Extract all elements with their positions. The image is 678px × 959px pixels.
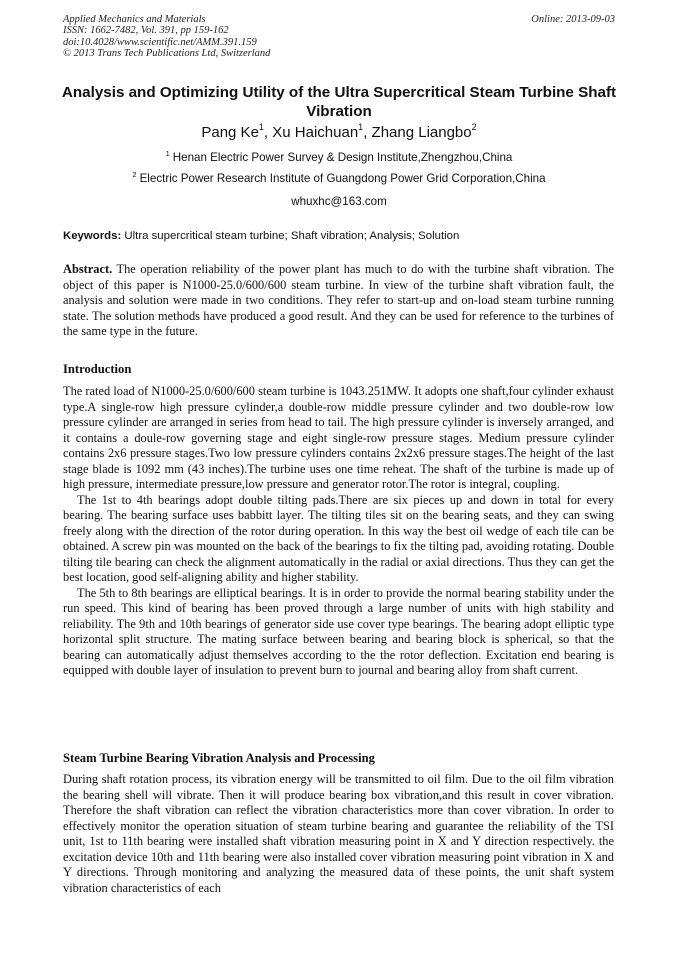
journal-name: Applied Mechanics and Materials — [63, 14, 206, 25]
journal-header — [63, 14, 270, 60]
paragraph: The 1st to 4th bearings adopt double tilting pads.There are six pieces up and down in total for every bearing. The bearing surface uses babbitt layer. The tilting tiles sit on the bearing seats, and they can swing freely along with the direction of the rotor during operation. In this way the best oil wedge of each tile can be obtained. A screw pin was mounted on the back of the bearings to fix the tilting pad, avoiding rotating. Double tilting tile bearing can check the alignment automatically in the radial or axial directions. Thus they can get the best location, good self-aligning ability and higher stability. — [63, 492, 614, 584]
author-name: Zhang Liangbo — [371, 124, 472, 141]
author-name: Xu Haichuan — [272, 124, 359, 141]
paper-title: Analysis and Optimizing Utility of the Ultra Supercritical Steam Turbine Shaft Vibration — [61, 84, 617, 120]
affiliation-1 — [0, 151, 678, 165]
vibration-analysis-body — [63, 772, 614, 896]
keywords-label: Keywords: — [63, 230, 122, 242]
affiliation-text: Henan Electric Power Survey & Design Institute,Zhengzhou,China — [172, 151, 513, 164]
copyright-line: © 2013 Trans Tech Publications Ltd, Switzerland — [63, 48, 271, 60]
abstract — [63, 262, 614, 340]
affiliation-2 — [0, 172, 678, 186]
paragraph: The 5th to 8th bearings are elliptical bearings. It is in order to provide the normal bearing stability under the run speed. This kind of bearing has been proved through a large number of units with high stability and reliability. The 9th and 10th bearings of generator side use cover type bearings. The bearing adopt elliptic type horizontal split structure. The mating surface between bearing and bearing block is spherical, so that the bearing can automatically adjust themselves according to the the rotor deflection. Excitation end bearing is equipped with double layer of insulation to prevent burn to journal and bearing alloy from shaft current. — [63, 585, 614, 677]
paragraph: During shaft rotation process, its vibration energy will be transmitted to oil film. Due to the oil film vibration the bearing shell will vibrate. Then it will produce bearing box vibration,and this result in cover vibration. Therefore the shaft vibration can reflect the vibration characteristics more than cover vibration. In order to effectively monitor the operation situation of steam turbine bearing and guarantee the reliability of the TSI unit, 1st to 11th bearing were installed shaft vibration measuring point in X and Y direction respectively. the excitation device 10th and 11th bearing were also installed cover vibration measuring point vibration in X and Y directions. Through monitoring and analyzing the measured data of these points, the unit shaft system vibration characteristics of each — [63, 772, 614, 895]
author-list: Pang Ke$^1$, Xu Haichuan$^1$, Zhang Liangbo$^2$ — [201, 122, 477, 141]
section-heading-introduction: Introduction — [63, 362, 132, 376]
keywords-text: Ultra supercritical steam turbine; Shaft vibration; Analysis; Solution — [121, 230, 460, 242]
section-heading-vibration-analysis: Steam Turbine Bearing Vibration Analysis and Processing — [63, 751, 375, 765]
paragraph: The rated load of N1000-25.0/600/600 steam turbine is 1043.251MW. It adopts one shaft,four cylinder exhaust type.A single-row high pressure cylinder,a double-row middle pressure cylinder and two double-row low pressure cylinder are arranged in series from head to tail. The high pressure cylinder is inversely arranged, and it contains a doule-row governing stage and eight single-row pressure stages. Medium pressure cylinder contains 2x6 pressure stages.Two low pressure cylinders contains 2x2x6 pressure stages.The height of the last stage blade is 1092 mm (43 inches).The turbine uses one time reheat. The shaft of the turbine is made up of high pressure, intermediate pressure,low pressure and generator rotor.The rotor is integral, coupling. — [63, 384, 614, 491]
doi-line: doi:10.4028/www.scientific.net/AMM.391.159 — [63, 36, 257, 48]
author-affil-marker: 1 — [258, 122, 264, 132]
affiliation-text: Electric Power Research Institute of Guangdong Power Grid Corporation,China — [139, 172, 546, 185]
author-affil-marker: 2 — [471, 122, 477, 132]
affiliation-marker: 1 — [165, 149, 170, 158]
abstract-label: Abstract. — [63, 262, 113, 276]
issn-line: ISSN: 1662-7482, Vol. 391, pp 159-162 — [63, 25, 229, 37]
author-name: Pang Ke — [201, 124, 259, 141]
introduction-body — [63, 384, 614, 679]
author-email[interactable]: whuxhc@163.com — [291, 195, 387, 208]
keywords — [63, 229, 623, 243]
affiliation-marker: 2 — [132, 170, 137, 179]
online-date: Online: 2013-09-03 — [531, 14, 615, 25]
abstract-text: The operation reliability of the power plant has much to do with the turbine shaft vibration. The object of this paper is N1000-25.0/600/600 steam turbine. In view of the turbine shaft vibration fault, the analysis and solution were made in two conditions. They refer to start-up and on-load steam turbine running state. The solution methods have produced a good result. And they can be used for reference to the turbines of the same type in the future. — [63, 262, 614, 338]
author-affil-marker: 1 — [358, 122, 364, 132]
